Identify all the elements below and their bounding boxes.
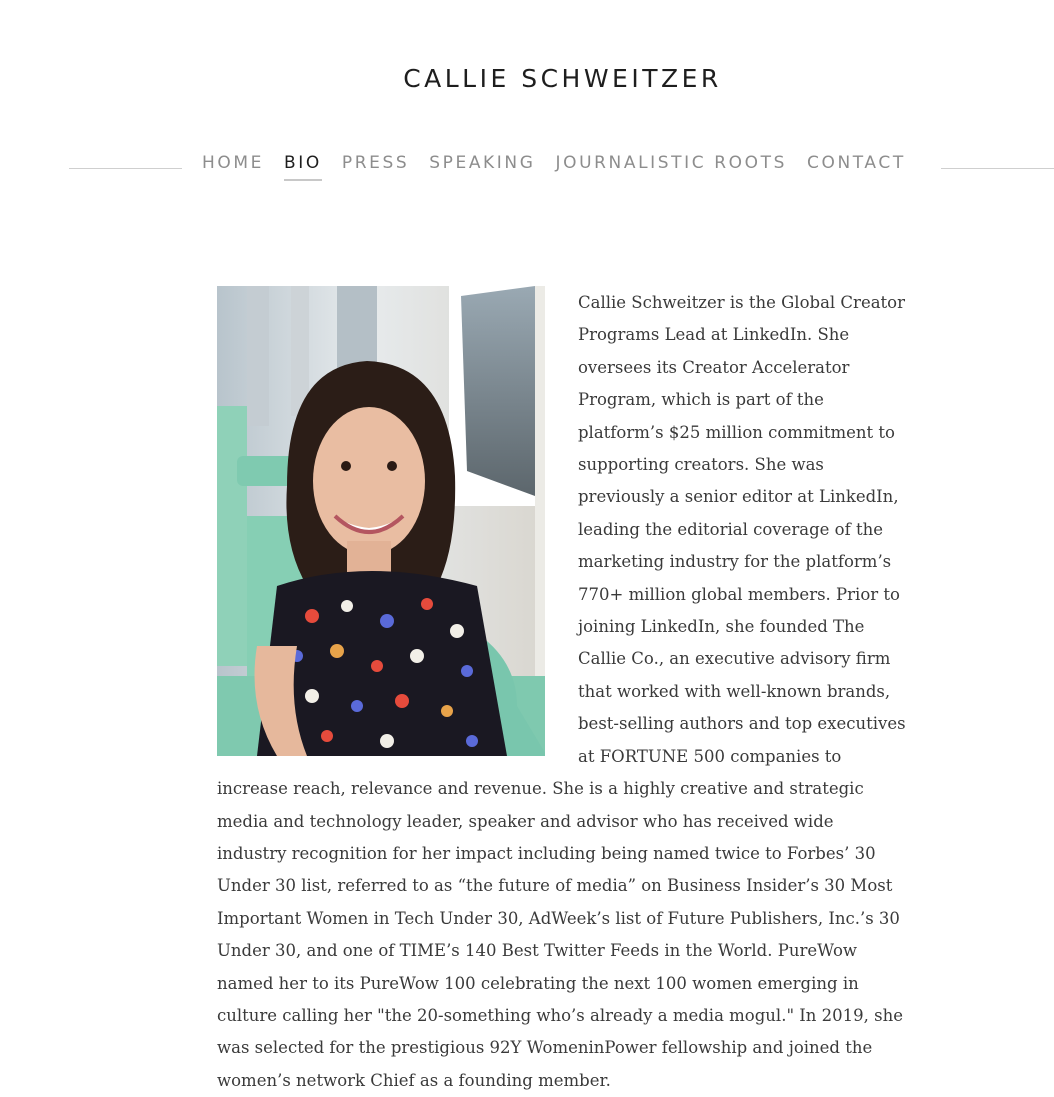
nav-divider-left	[69, 168, 182, 169]
portrait-photo	[217, 286, 545, 756]
site-title[interactable]: CALLIE SCHWEITZER	[403, 64, 722, 93]
nav-item-home[interactable]: HOME	[202, 153, 264, 173]
nav-item-bio[interactable]: BIO	[274, 150, 332, 179]
nav-menu	[192, 150, 916, 179]
nav-divider-right	[941, 168, 1054, 169]
bio-paragraph: Callie Schweitzer is the Global Creator Programs Lead at LinkedIn. She oversees its Creator Accelerator Program, which is part of the platform’s $25 million commitment to supporting creators. She was previously a senior editor at LinkedIn, leading the editorial coverage of the marketing industry for the platform’s 770+ million global members. Prior to joining LinkedIn, she founded The Callie Co., an executive advisory firm that worked with well-known brands, best-selling authors and top executives at FORTUNE 500 companies to increase reach, relevance and revenue. She is a highly creative and strategic media and technology leader, speaker and advisor who has received wide industry recognition for her impact including being named twice to Forbes’ 30 Under 30 list, referred to as “the future of media” on Business Insider’s 30 Most Important Women in Tech Under 30, AdWeek’s list of Future Publishers, Inc.’s 30 Under 30, and one of TIME’s 140 Best Twitter Feeds in the World. PureWow named her to its PureWow 100 celebrating the next 100 women emerging in culture calling her "the 20-something who’s already a media mogul." In 2019, she was selected for the prestigious 92Y WomeninPower fellowship and joined the women’s network Chief as a founding member.	[217, 293, 906, 1090]
nav-item-journalistic-roots[interactable]: JOURNALISTIC ROOTS	[555, 153, 787, 173]
nav-item-speaking[interactable]: SPEAKING	[429, 153, 536, 173]
main-navigation	[0, 150, 1054, 190]
bio-content	[217, 286, 907, 1097]
nav-item-press[interactable]: PRESS	[341, 153, 410, 173]
nav-item-contact[interactable]: CONTACT	[807, 153, 906, 173]
